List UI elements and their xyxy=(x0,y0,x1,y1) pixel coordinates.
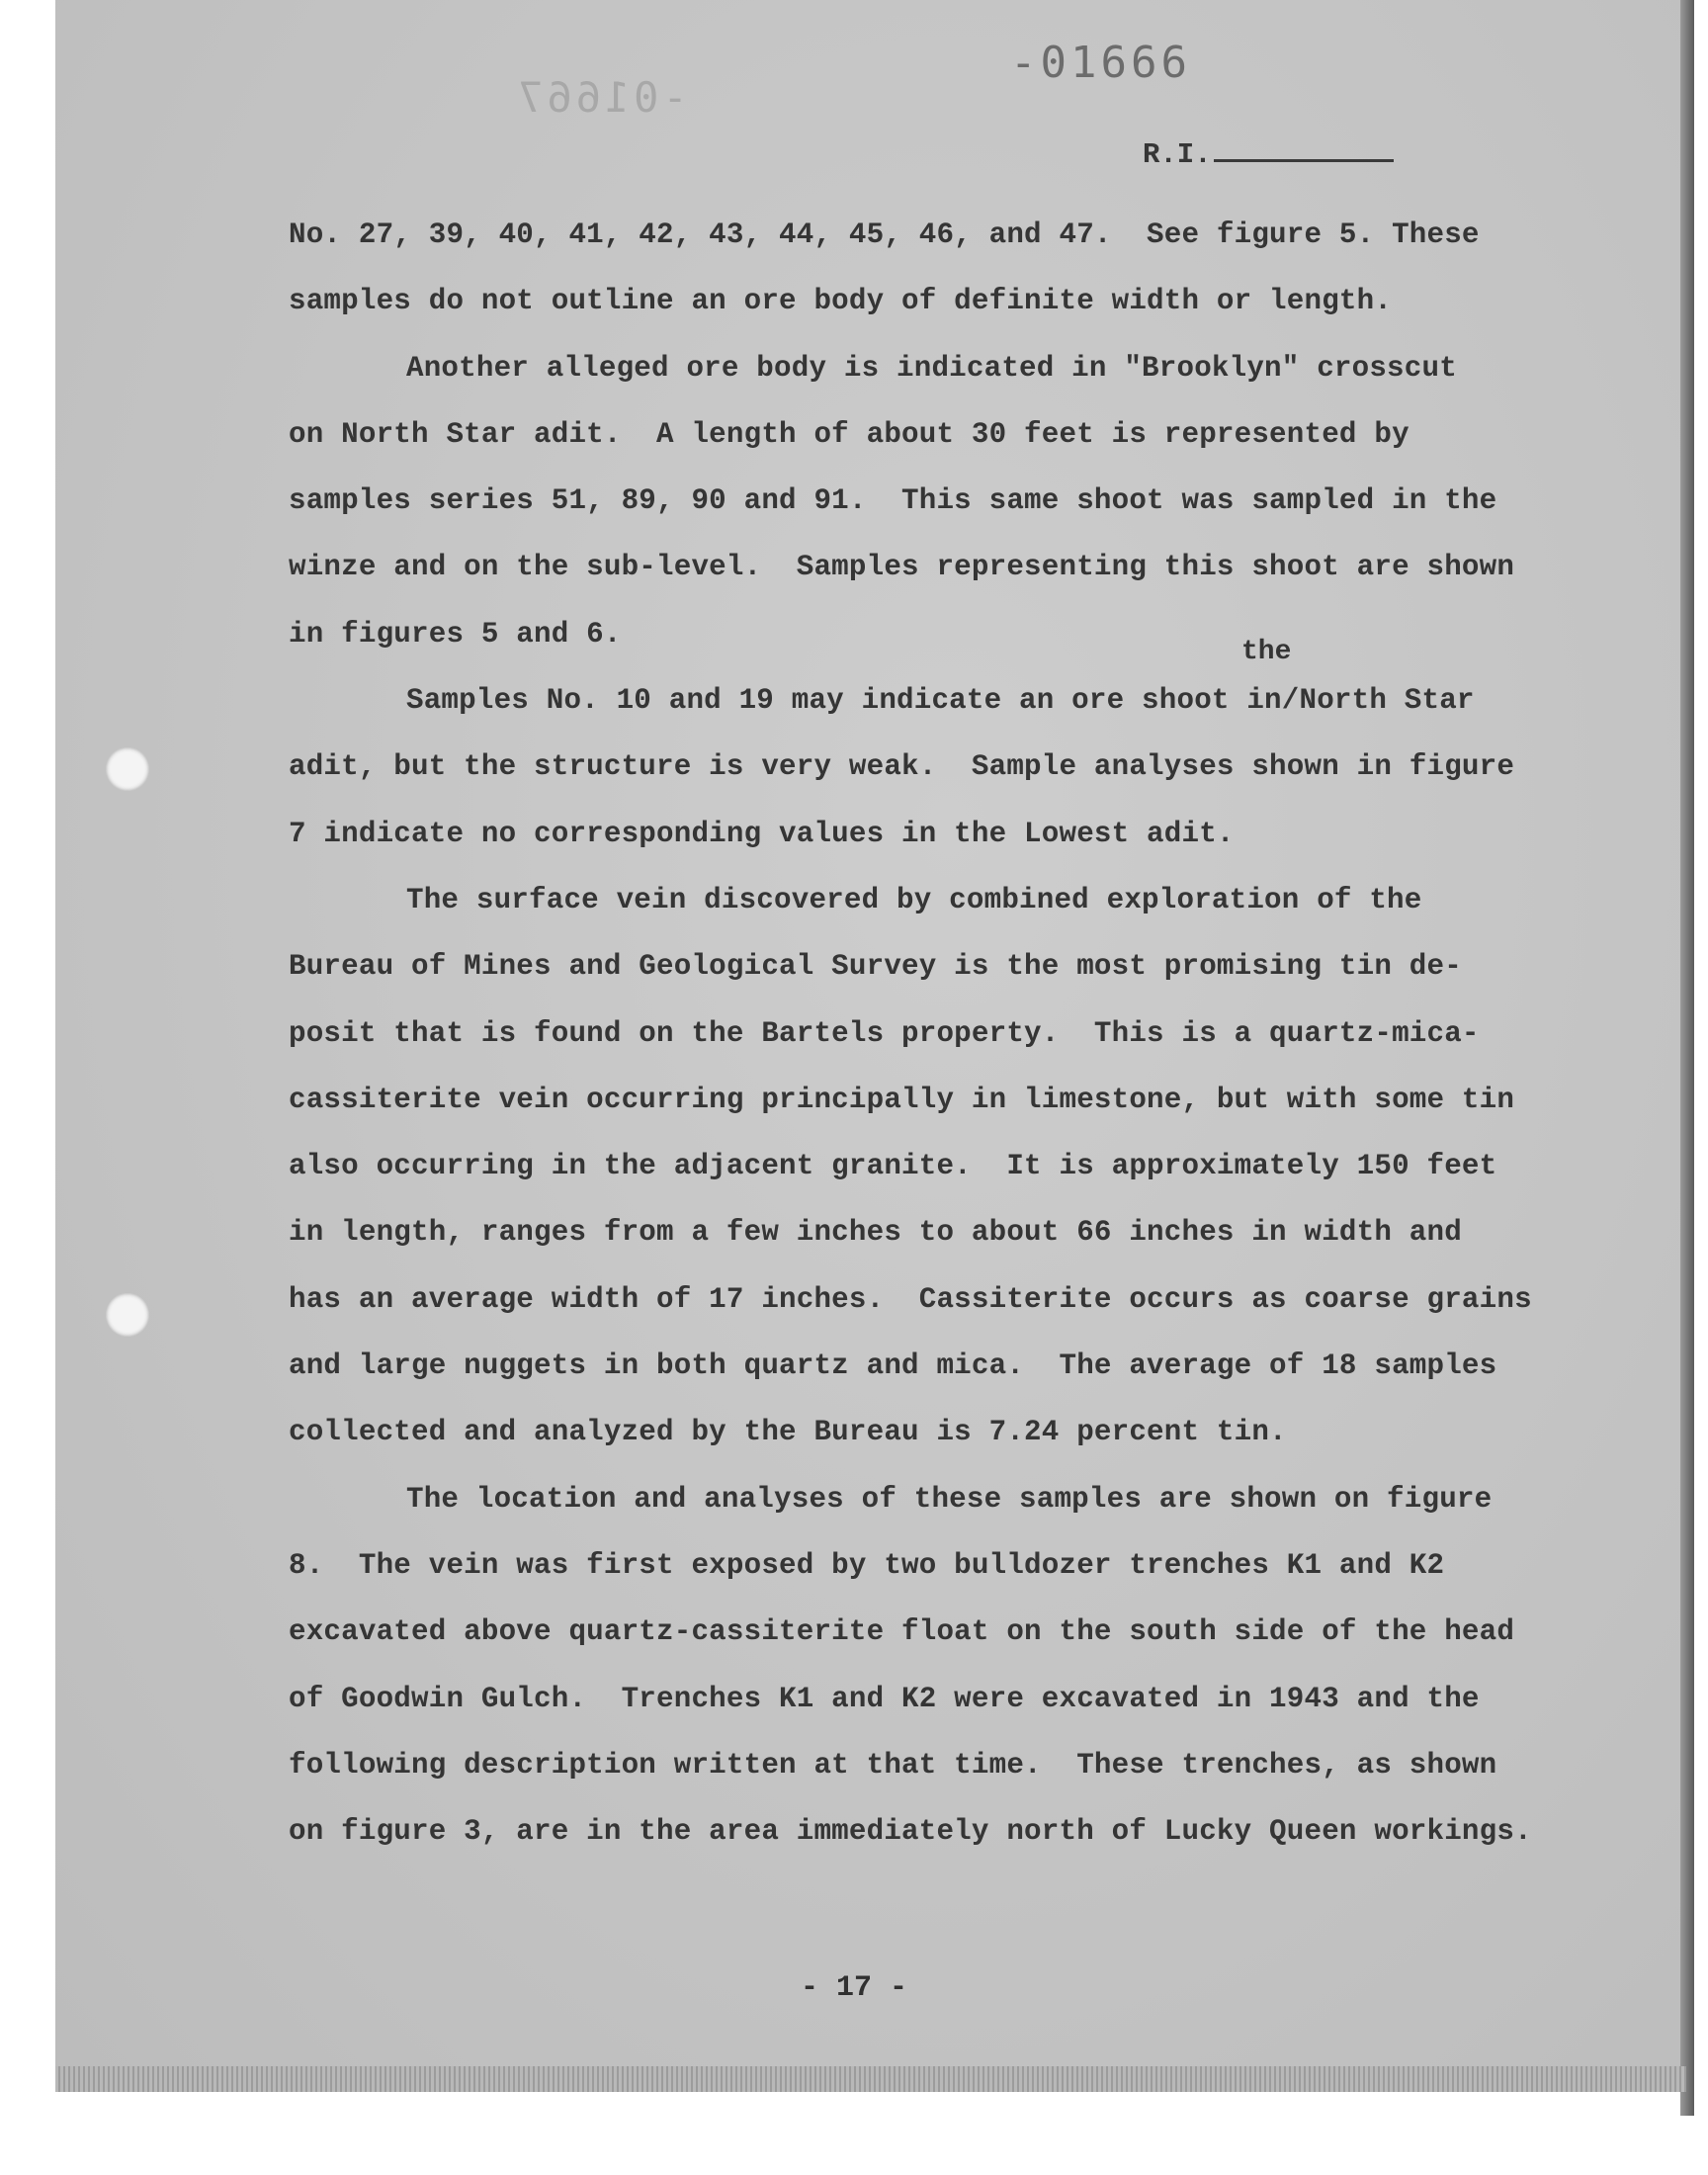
text-line: 7 indicate no corresponding values in the Lowest adit. xyxy=(289,817,1235,850)
report-id-field xyxy=(1143,138,1394,171)
text-line: also occurring in the adjacent granite. It is approximately 150 feet xyxy=(289,1150,1497,1183)
text-line: and large nuggets in both quartz and mica. The average of 18 samples xyxy=(289,1349,1497,1383)
text-line: samples series 51, 89, 90 and 91. This same shoot was sampled in the xyxy=(289,484,1497,518)
text-line: excavated above quartz-cassiterite float on the south side of the head xyxy=(289,1615,1515,1649)
scanner-edge-strip xyxy=(55,2066,1686,2092)
text-line: in length, ranges from a few inches to about 66 inches in width and xyxy=(289,1216,1462,1250)
text-line: 8. The vein was first exposed by two bulldozer trenches K1 and K2 xyxy=(289,1548,1445,1582)
page-number: - 17 - xyxy=(800,1971,908,2005)
text-line: on North Star adit. A length of about 30 feet is represented by xyxy=(289,417,1409,451)
text-line: samples do not outline an ore body of definite width or length. xyxy=(289,285,1393,318)
report-id-blank xyxy=(1214,159,1394,162)
text-line: following description written at that time. These trenches, as shown xyxy=(289,1748,1497,1782)
text-line: winze and on the sub-level. Samples representing this shoot are shown xyxy=(289,551,1515,584)
handwritten-insertion: the xyxy=(1241,637,1292,667)
text-line: has an average width of 17 inches. Cassiterite occurs as coarse grains xyxy=(289,1282,1532,1316)
sheet-edge-shadow xyxy=(1680,0,1694,2116)
text-line: adit, but the structure is very weak. Sample analyses shown in figure xyxy=(289,750,1515,784)
text-line: Samples No. 10 and 19 may indicate an ore shoot in/North Star xyxy=(406,684,1475,718)
bleed-through-stamp: -01667 xyxy=(514,73,688,122)
body-text xyxy=(289,202,1532,1865)
text-line: collected and analyzed by the Bureau is 7.24 percent tin. xyxy=(289,1416,1287,1449)
text-line: The location and analyses of these samples are shown on figure xyxy=(406,1482,1493,1516)
punch-hole-top xyxy=(106,747,149,791)
text-line: No. 27, 39, 40, 41, 42, 43, 44, 45, 46, and 47. See figure 5. These xyxy=(289,218,1480,251)
text-line: The surface vein discovered by combined exploration of the xyxy=(406,883,1422,916)
document-number-stamp: -01666 xyxy=(1010,38,1191,88)
text-line: cassiterite vein occurring principally in limestone, but with some tin xyxy=(289,1083,1515,1116)
text-line: of Goodwin Gulch. Trenches K1 and K2 were excavated in 1943 and the xyxy=(289,1682,1480,1715)
punch-hole-bottom xyxy=(106,1293,149,1337)
report-id-label: R.I. xyxy=(1143,138,1212,171)
text-line: Bureau of Mines and Geological Survey is the most promising tin de- xyxy=(289,950,1462,984)
text-line: in figures 5 and 6. xyxy=(289,617,622,651)
text-line: on figure 3, are in the area immediately north of Lucky Queen workings. xyxy=(289,1815,1532,1849)
text-line: posit that is found on the Bartels property. This is a quartz-mica- xyxy=(289,1016,1480,1050)
text-line: Another alleged ore body is indicated in "Brooklyn" crosscut xyxy=(406,351,1457,385)
